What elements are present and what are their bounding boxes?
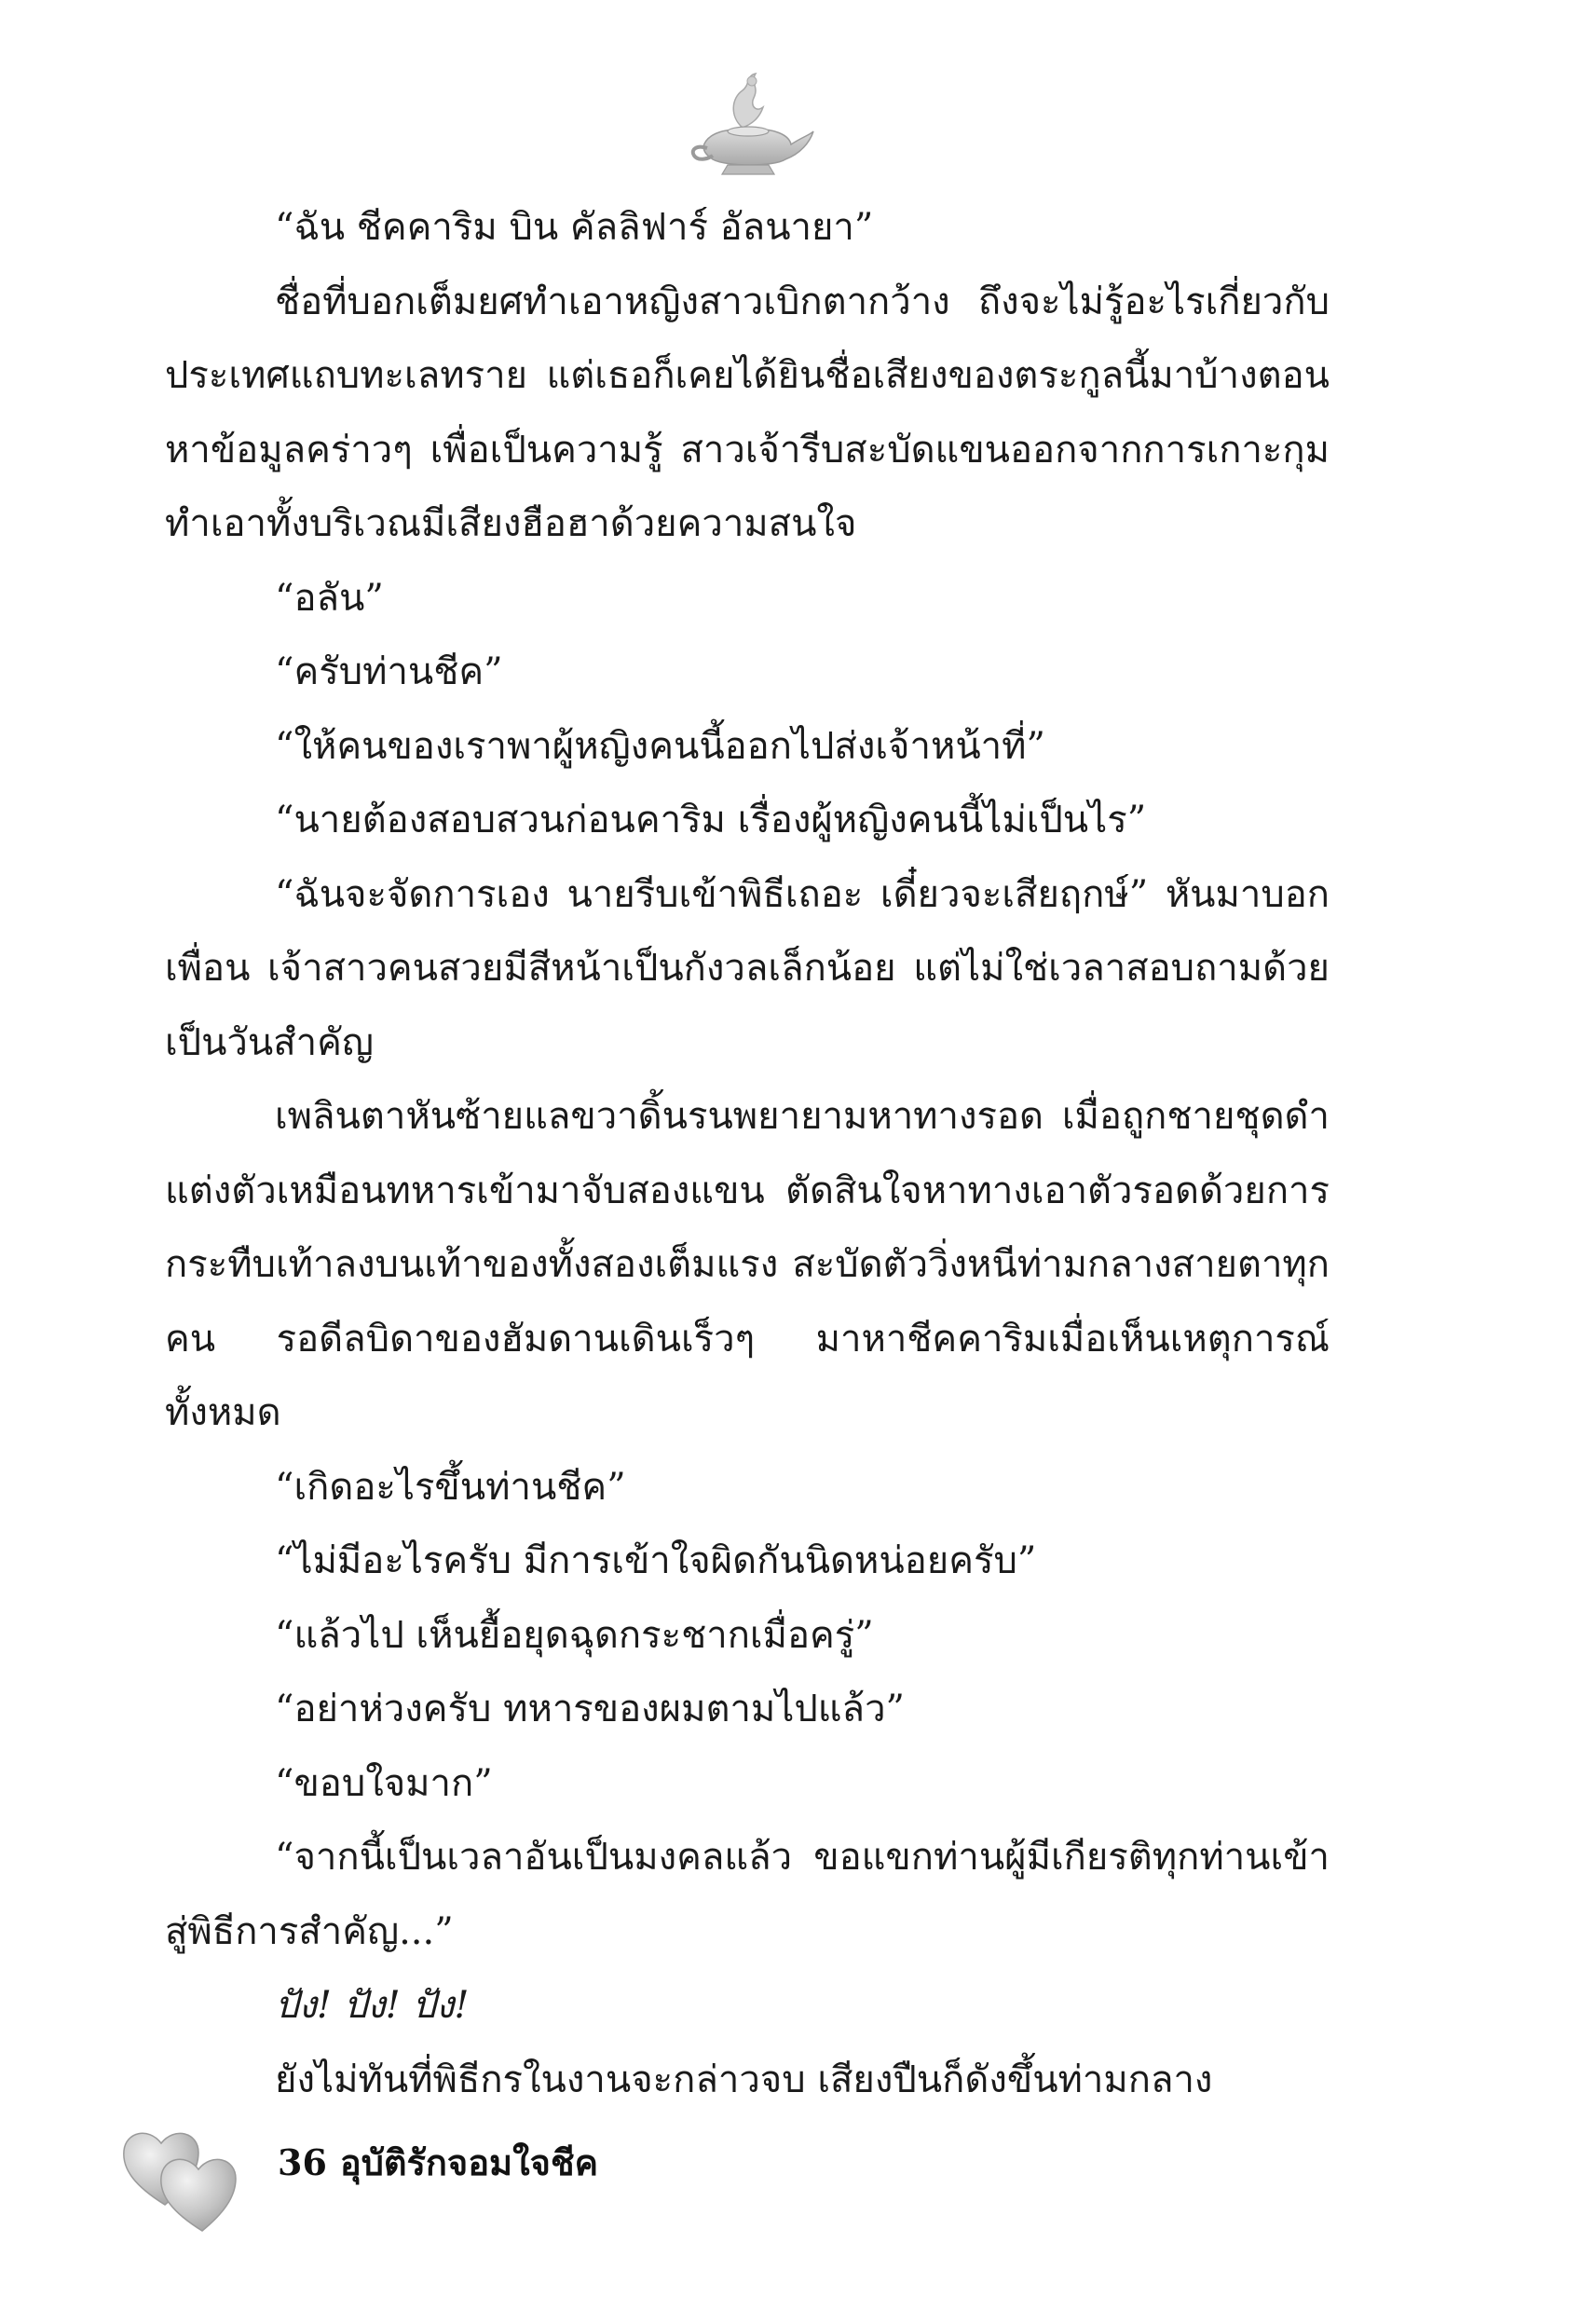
genie-lamp-icon — [685, 70, 815, 182]
body-text — [165, 191, 1330, 2117]
paragraph-1: “ฉัน ชีคคาริม บิน คัลลิฟาร์ อัลนายา” — [275, 206, 874, 249]
paragraph-11: “แล้วไป เห็นยื้อยุดฉุดกระชากเมื่อครู่” — [275, 1613, 874, 1657]
paragraph-7: “ฉันจะจัดการเอง นายรีบเข้าพิธีเถอะ เดี๋ยวจะเสียฤกษ์” หันมาบอกเพื่อน เจ้าสาวคนสวยมีสีหน้าเป็นกังวลเล็กน้อย แต่ไม่ใช่เวลาสอบถามด้วยเป็นวันสำคัญ — [165, 872, 1330, 1064]
paragraph-6: “นายต้องสอบสวนก่อนคาริม เรื่องผู้หญิงคนนี้ไม่เป็นไร” — [275, 799, 1147, 841]
paragraph-4: “ครับท่านชีค” — [275, 650, 503, 693]
paragraph-13: “ขอบใจมาก” — [275, 1761, 493, 1805]
paragraph-8: เพลินตาหันซ้ายแลขวาดิ้นรนพยายามหาทางรอด เมื่อถูกชายชุดดำแต่งตัวเหมือนทหารเข้ามาจับสองแขน ตัดสินใจหาทางเอาตัวรอดด้วยการกระทืบเท้าลงบนเท้าของทั้งสองเต็มแรง สะบัดตัววิ่งหนีท่ามกลางสายตาทุกคน รอดีลบิดาของฮัมดานเดินเร็วๆ มาหาชีคคาริมเมื่อเห็นเหตุการณ์ทั้งหมด — [165, 1095, 1330, 1434]
book-title: อุบัติรักจอมใจชีค — [339, 2141, 599, 2183]
paragraph-15-gunshots: ปัง! ปัง! ปัง! — [275, 1984, 470, 2027]
page-footer — [278, 2134, 598, 2191]
paragraph-5: “ให้คนของเราพาผู้หญิงคนนี้ออกไปส่งเจ้าหน้าที่” — [275, 724, 1045, 768]
paragraph-10: “ไม่มีอะไรครับ มีการเข้าใจผิดกันนิดหน่อยครับ” — [275, 1539, 1037, 1582]
hearts-icon — [116, 2115, 256, 2236]
paragraph-2: ชื่อที่บอกเต็มยศทำเอาหญิงสาวเบิกตากว้าง ถึงจะไม่รู้อะไรเกี่ยวกับประเทศแถบทะเลทราย แต่เธอก็เคยได้ยินชื่อเสียงของตระกูลนี้มาบ้างตอนหาข้อมูลคร่าวๆ เพื่อเป็นความรู้ สาวเจ้ารีบสะบัดแขนออกจากการเกาะกุม ทำเอาทั้งบริเวณมีเสียงฮือฮาด้วยความสนใจ — [165, 280, 1330, 545]
paragraph-3: “อลัน” — [275, 576, 384, 620]
paragraph-9: “เกิดอะไรขึ้นท่านชีค” — [275, 1465, 626, 1509]
paragraph-16: ยังไม่ทันที่พิธีกรในงานจะกล่าวจบ เสียงปืนก็ดังขึ้นท่ามกลาง — [275, 2058, 1213, 2101]
paragraph-14: “จากนี้เป็นเวลาอันเป็นมงคลแล้ว ขอแขกท่านผู้มีเกียรติทุกท่านเข้าสู่พิธีการสำคัญ...” — [165, 1836, 1330, 1953]
paragraph-12: “อย่าห่วงครับ ทหารของผมตามไปแล้ว” — [275, 1688, 905, 1730]
page-number: 36 — [278, 2141, 327, 2183]
